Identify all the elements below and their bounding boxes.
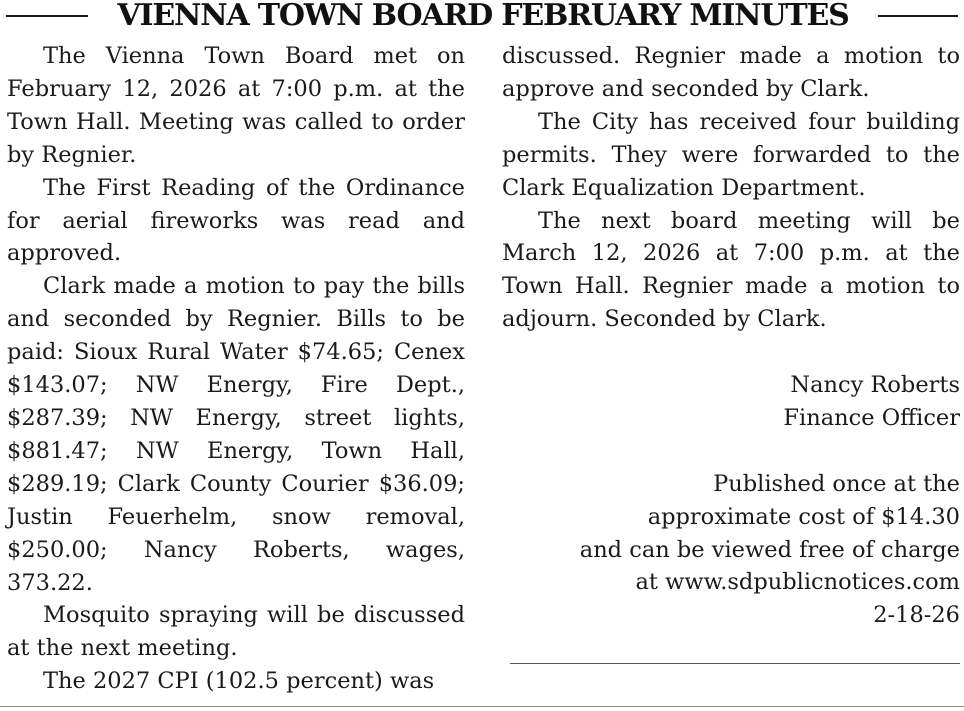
paragraph-cpi-continued: discussed. Regnier made a motion to approve and seconded by Clark. <box>502 43 960 102</box>
paragraph-cpi-start: The 2027 CPI (102.5 percent) was <box>43 668 435 695</box>
end-of-notice-rule <box>510 663 960 664</box>
publication-line-3: and can be viewed free of charge <box>579 536 960 563</box>
paragraph-mosquito-spraying: Mosquito spraying will be discussed at the next meeting. <box>7 602 465 662</box>
publication-date: 2-18-26 <box>873 602 960 629</box>
paragraph-next-meeting: The next board meeting will be March 12, 2026 at 7:00 p.m. at the Town Hall. Regnier made a motion to adjourn. Seconded by Clark. <box>502 207 960 333</box>
page-bottom-border <box>0 706 964 707</box>
signer-title: Finance Officer <box>783 404 960 431</box>
paragraph-bills: Clark made a motion to pay the bills and seconded by Regnier. Bills to be paid: Sioux Rural Water $74.65; Cenex $143.07; NW Energy, Fire Dept., $287.39; NW Energy, street lights, $881.47; NW Energy, Town Hall, $289.19; Clark County Courier $36.09; Justin Feuerhelm, snow removal, $250.00; Nancy Roberts, wages, 373.22. <box>7 273 465 596</box>
notice-header <box>0 0 964 34</box>
paragraph-building-permits: The City has received four building permits. They were forwarded to the Clark Equalization Department. <box>502 108 960 201</box>
publication-line-2: approximate cost of $14.30 <box>647 503 960 530</box>
publication-line-4: at www.sdpublicnotices.com <box>635 569 960 596</box>
notice-title: VIENNA TOWN BOARD FEBRUARY MINUTES <box>117 0 849 33</box>
header-rule-right <box>878 15 958 17</box>
signer-name: Nancy Roberts <box>790 372 960 399</box>
publication-notice <box>502 468 960 633</box>
header-rule-left <box>6 15 88 17</box>
paragraph-ordinance-reading: The First Reading of the Ordinance for aerial fireworks was read and approved. <box>7 174 465 267</box>
signature-block <box>502 369 960 435</box>
paragraph-meeting-opened: The Vienna Town Board met on February 12, 2026 at 7:00 p.m. at the Town Hall. Meeting was called to order by Regnier. <box>7 43 465 168</box>
left-column <box>7 40 465 698</box>
publication-line-1: Published once at the <box>713 470 960 497</box>
right-column <box>502 40 960 632</box>
